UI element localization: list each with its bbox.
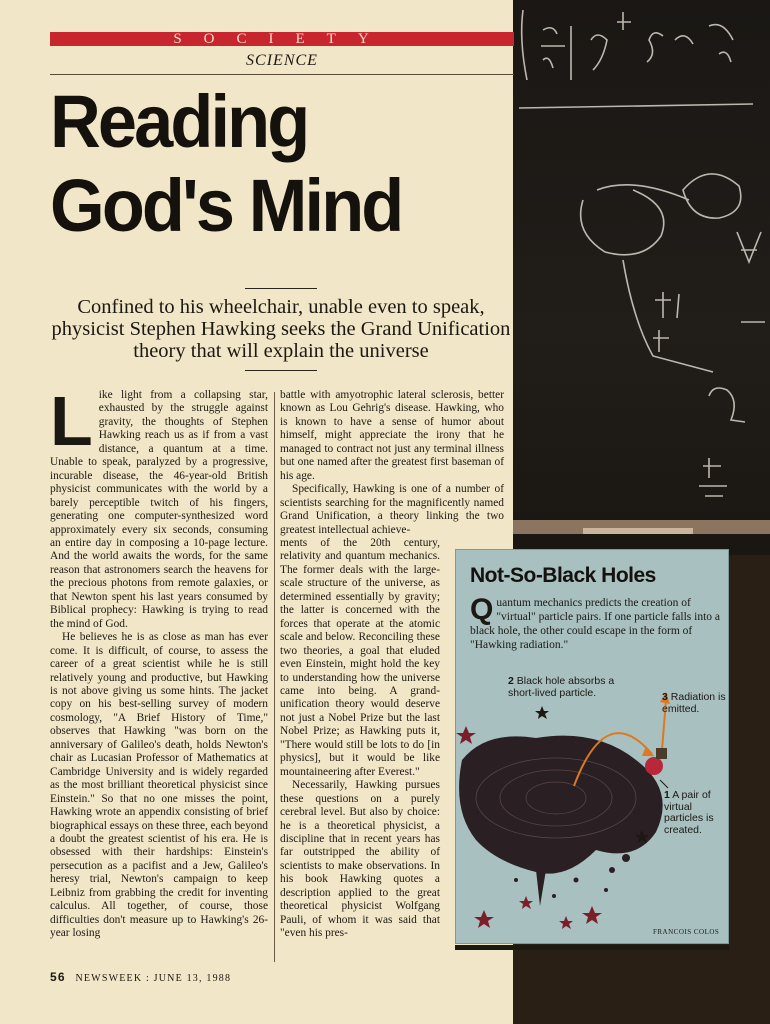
- header-rule: [50, 74, 514, 75]
- paragraph-1-text: ike light from a collapsing star, exhausted by the struggle against gravity, the thoughts of Stephen Hawking reach us as if from a vast distance, a quantum at a time. Unable to speak, paralyzed by a progressive, incurable disease, the 46-year-old British physicist communicates with the world by a barely perceptible twitch of his fingers, generating one computer-synthesized word approximately every six seconds, consuming an entire day in composing a 10-page lecture. And the world awaits the words, for the same reason that astronomers search the heavens for the precious photons from remote galaxies, or that Newton spent his last years consumed by Biblical prophecy: Hawking is trying to read the mind of God.: [50, 389, 268, 630]
- dek-rule-bottom: [245, 370, 317, 371]
- article-column-2-bottom: [280, 537, 440, 941]
- sidebar-bottom-bar: [455, 945, 729, 950]
- article-column-2-top: [280, 389, 504, 537]
- page-footer: [50, 970, 231, 984]
- paragraph-3: battle with amyotrophic lateral sclerosis, better known as Lou Gehrig's disease. Hawking, who is known to have a sense of humor about himself, might appreciate the irony that he managed to contract not just any terminal illness but one named after the greatest first baseman of his age.: [280, 389, 504, 482]
- article-column-1: [50, 382, 268, 941]
- paragraph-2: He believes he is as close as man has ever come. It is difficult, of course, to assess the career of a great scientist while he is still relatively young and productive, but Hawking is not above giving us some hints. The jacket copy on his best-selling survey of modern cosmology, "A Brief History of Time," observes that Hawking "was born on the anniversary of Galileo's death, holds Newton's chair as Lucasian Professor of Mathematics at Cambridge University and is widely regarded as the most brilliant theoretical physicist since Einstein." So that no one misses the point, Hawking wrote an appendix consisting of brief biographical essays on these three, each beyond a doubt the greatest scientist of his era. He is obsessed with their hardships: Einstein's persecution as a pacifist and a Jew, Galileo's heresy trial, Newton's campaign to keep Leibniz from grabbing the credit for inventing calculus. All together, of course, those difficulties don't measure up to Hawking's 26-year losing: [50, 631, 268, 940]
- sidebar-not-so-black-holes: [455, 549, 729, 944]
- publication-dateline: NEWSWEEK : JUNE 13, 1988: [75, 973, 232, 984]
- headline: [50, 80, 487, 248]
- step-2-text: Black hole absorbs a short-lived particle.: [508, 675, 615, 699]
- chalk-equations-illustration: [513, 0, 770, 555]
- step-1-text: A pair of virtual particles is created.: [664, 789, 714, 836]
- step-3-number: 3: [662, 691, 668, 703]
- label-step-3: [662, 692, 728, 715]
- dek: Confined to his wheelchair, unable even to speak, physicist Stephen Hawking seeks the Grand Unification theory that will explain the universe: [51, 296, 511, 362]
- sidebar-intro-text: uantum mechanics predicts the creation of "virtual" particle pairs. If one particle falls into a black hole, the other could escape in the form of "Hawking radiation.": [470, 597, 720, 651]
- step-3-text: Radiation is emitted.: [662, 691, 726, 715]
- step-1-number: 1: [664, 789, 670, 801]
- sidebar-intro: [470, 593, 720, 652]
- subsection-label: SCIENCE: [246, 52, 318, 69]
- sidebar-title: Not-So-Black Holes: [470, 564, 656, 587]
- headline-line-1: Reading: [50, 80, 308, 163]
- column-rule: [274, 392, 275, 962]
- paragraph-5: Necessarily, Hawking pursues these questions on a purely cerebral level. But also by choice: he is a theoretical physicist, a discipline that in recent years has far outstripped the ability of scientists to make observations. In his book Hawking quotes a description applied to the great theoretical physicist Wolfgang Pauli, of whom it was said that "even his pres-: [280, 779, 440, 940]
- headline-line-2: God's Mind: [50, 164, 402, 247]
- step-2-number: 2: [508, 675, 514, 687]
- label-step-1: [664, 790, 726, 836]
- blackboard-photo: [513, 0, 770, 555]
- dek-rule-top: [245, 288, 317, 289]
- drop-cap: L: [50, 382, 93, 460]
- illustration-credit: FRANCOIS COLOS: [653, 928, 720, 936]
- paragraph-4-start: Specifically, Hawking is one of a number of scientists searching for the magnificently named Grand Unification, a theory linking the two greatest intellectual achieve-: [280, 483, 504, 536]
- label-step-2: [508, 676, 628, 699]
- section-label: SOCIETY: [173, 31, 391, 47]
- sidebar-drop-cap: Q: [470, 593, 494, 626]
- paragraph-4-cont: ments of the 20th century, relativity and quantum mechanics. The former deals with the large-scale structure of the universe, as determined essentially by gravity; the latter is concerned with the forces that operate at the atomic scale and below. Reconciling these two theories, a goal that eluded even Einstein, might hold the key to understanding how the universe came into being. A grand-unification theory would deserve not just a Nobel Prize but the last Nobel Prize; as Hawking puts it, "There would still be lots to do [in physics], but it would be like mountaineering after Everest.": [280, 537, 440, 778]
- page-number: 56: [50, 970, 66, 984]
- paragraph-1: [50, 382, 268, 631]
